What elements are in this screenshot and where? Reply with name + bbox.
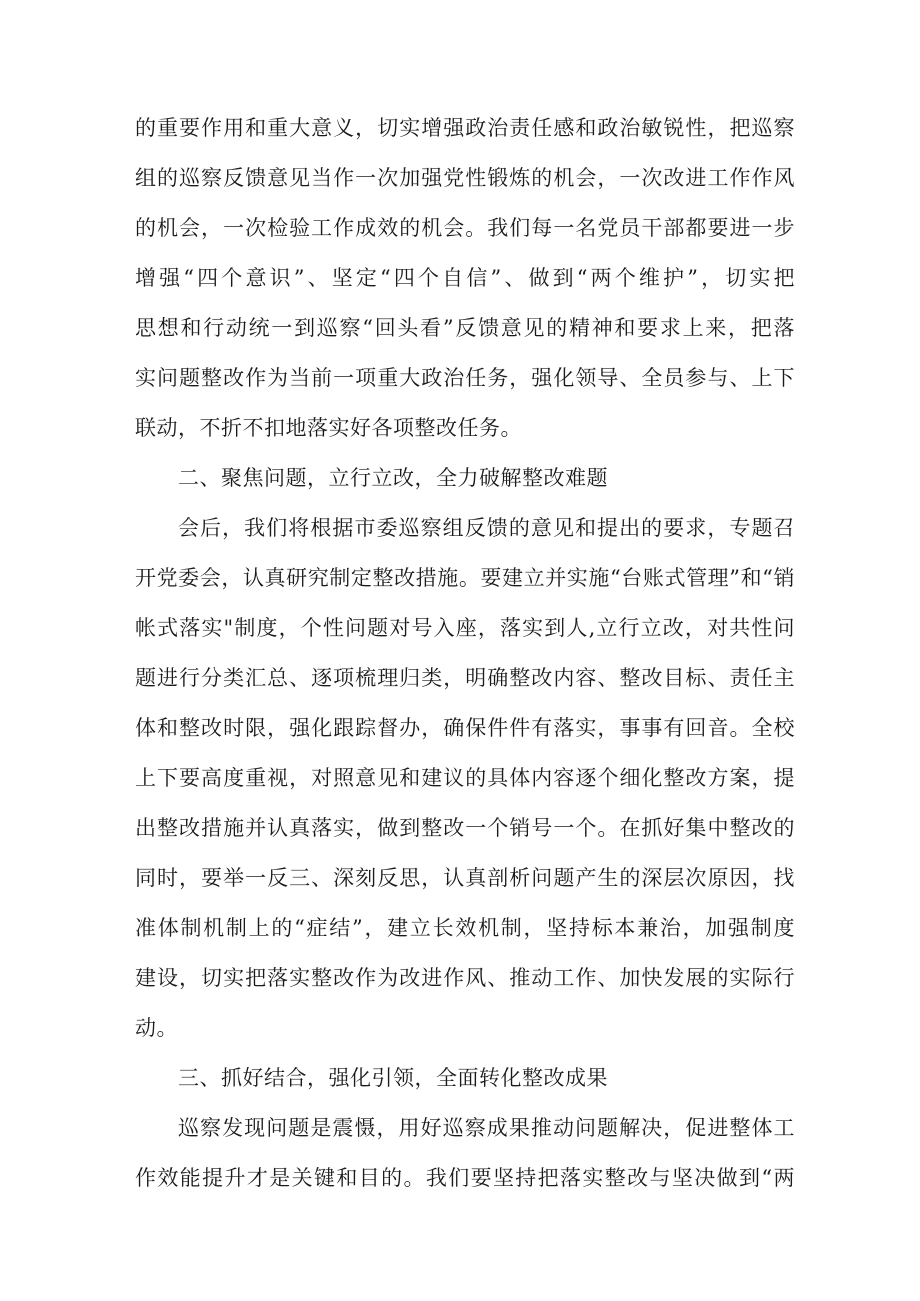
text-line: 出整改措施并认真落实，做到整改一个销号一个。在抓好集中整改的 [135, 816, 795, 840]
text-line: 巡察发现问题是震慑，用好巡察成果推动问题解决，促进整体工 [178, 1116, 795, 1140]
text-line: 建设，切实把落实整改作为改进作风、推动工作、加快发展的实际行 [135, 966, 795, 990]
section-heading: 三、抓好结合，强化引领，全面转化整改成果 [178, 1066, 608, 1090]
text-line: 题进行分类汇总、逐项梳理归类，明确整改内容、整改目标、责任主 [135, 666, 795, 690]
text-line: 会后，我们将根据市委巡察组反馈的意见和提出的要求，专题召 [178, 516, 795, 540]
text-line: 开党委会，认真研究制定整改措施。要建立并实施“台账式管理”和“销 [135, 566, 795, 590]
text-line: 联动，不折不扣地落实好各项整改任务。 [135, 416, 522, 440]
text-line: 上下要高度重视，对照意见和建议的具体内容逐个细化整改方案，提 [135, 766, 795, 790]
text-line: 帐式落实"制度，个性问题对号入座，落实到人,立行立改，对共性问 [135, 616, 795, 640]
text-line: 动。 [135, 1016, 178, 1040]
text-line: 增强“四个意识”、坚定“四个自信”、做到“两个维护”，切实把 [135, 266, 795, 290]
text-line: 的重要作用和重大意义，切实增强政治责任感和政治敏锐性，把巡察 [135, 116, 795, 140]
text-line: 思想和行动统一到巡察“回头看”反馈意见的精神和要求上来，把落 [135, 316, 795, 340]
text-line: 体和整改时限，强化跟踪督办，确保件件有落实，事事有回音。全校 [135, 716, 795, 740]
text-line: 同时，要举一反三、深刻反思，认真剖析问题产生的深层次原因，找 [135, 866, 795, 890]
text-line: 准体制机制上的“症结”，建立长效机制，坚持标本兼治，加强制度 [135, 916, 795, 940]
text-line: 组的巡察反馈意见当作一次加强党性锻炼的机会，一次改进工作作风 [135, 166, 795, 190]
text-line: 作效能提升才是关键和目的。我们要坚持把落实整改与坚决做到“两 [135, 1166, 795, 1190]
text-line: 实问题整改作为当前一项重大政治任务，强化领导、全员参与、上下 [135, 366, 795, 390]
section-heading: 二、聚焦问题，立行立改，全力破解整改难题 [178, 466, 608, 490]
text-line: 的机会，一次检验工作成效的机会。我们每一名党员干部都要进一步 [135, 216, 795, 240]
